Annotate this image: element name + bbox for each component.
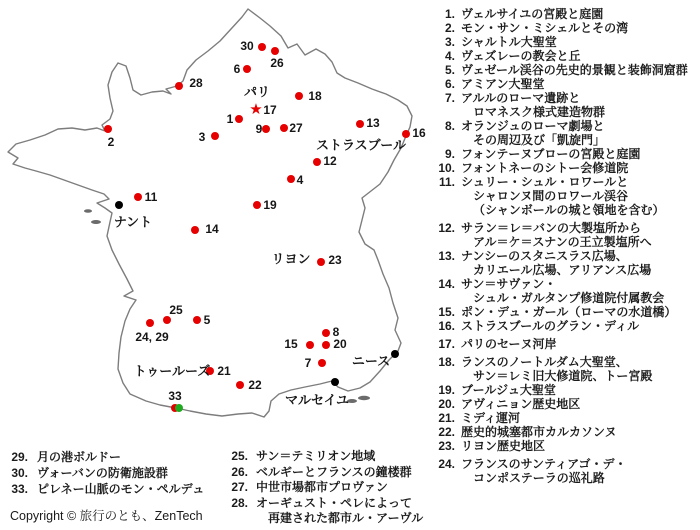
legend-item — [431, 221, 699, 249]
site-number-label: 19 — [263, 198, 277, 212]
legend-item-line: オランジュのローマ劇場と — [461, 119, 605, 133]
legend-item-line: ミディ運河 — [461, 411, 521, 425]
legend-right — [431, 7, 699, 485]
legend-item-number: 18. — [438, 355, 455, 369]
legend-item-text — [461, 355, 699, 383]
legend-item — [431, 383, 699, 397]
city-label: パリ — [243, 84, 271, 100]
legend-item-number: 26. — [231, 464, 248, 479]
site-dot — [191, 226, 199, 234]
legend-item — [431, 161, 699, 175]
site-dot — [306, 341, 314, 349]
legend-item-number: 16. — [438, 319, 455, 333]
site-number-label: 30 — [240, 39, 254, 53]
legend-item-line: シュリー・シュル・ロワールと — [461, 175, 629, 189]
site-dot — [313, 158, 321, 166]
site-number-label: 4 — [296, 173, 304, 187]
legend-item-number: 8. — [444, 119, 455, 133]
site-number-label: 11 — [144, 190, 158, 204]
legend-item-line: 再建された都市ル・アーヴル — [268, 511, 424, 525]
city-dot — [391, 350, 399, 358]
legend-item-line: カリエール広場、アリアンス広場 — [473, 263, 652, 277]
site-dot — [243, 65, 251, 73]
legend-item-line: シャルトル大聖堂 — [461, 35, 557, 49]
legend-item-line: ヴェゼール渓谷の先史的景観と装飾洞窟群 — [461, 63, 688, 77]
legend-item-text — [461, 337, 699, 351]
legend-item — [431, 7, 699, 21]
legend-item-line: ヴェルサイユの宮殿と庭園 — [461, 7, 604, 21]
city-label: ナント — [113, 214, 153, 230]
legend-item-number: 27. — [231, 480, 248, 494]
paris-star-marker: ★ — [249, 100, 263, 118]
legend-item-line: モン・サン・ミシェルとその湾 — [461, 21, 629, 35]
site-number-label: 1 — [226, 112, 234, 126]
legend-item-number: 29. — [11, 450, 28, 464]
legend-item-line: ヴォーバンの防衛施設群 — [37, 466, 168, 480]
legend-item-text — [461, 249, 699, 277]
site-dot — [146, 319, 154, 327]
legend-item-text — [256, 465, 452, 481]
legend-item-number: 7. — [444, 91, 455, 105]
legend-item-text — [461, 175, 699, 217]
site-number-label: 5 — [203, 313, 211, 327]
city-label: ストラスブール — [316, 137, 406, 153]
legend-item-text — [461, 49, 699, 63]
legend-item-number: 33. — [11, 482, 28, 496]
legend-item-number: 14. — [438, 277, 455, 291]
legend-item-text — [461, 91, 699, 119]
legend-item-line: アヴィニョン歴史地区 — [461, 397, 581, 411]
site-number-label: 14 — [205, 222, 219, 236]
legend-item — [431, 439, 699, 453]
legend-item-line: アルルのローマ遺跡と — [461, 91, 581, 105]
site-dot — [253, 201, 261, 209]
legend-item — [431, 63, 699, 77]
legend-item — [431, 21, 699, 35]
legend-item-line: ポン・デュ・ガール（ローマの水道橋） — [461, 305, 677, 319]
legend-item-number: 6. — [444, 77, 455, 91]
legend-item-line: フォントネーのシトー会修道院 — [461, 161, 629, 175]
legend-item-number: 17. — [438, 337, 455, 351]
site-number-label: 24, 29 — [135, 330, 169, 344]
legend-item-line: サン＝サヴァン・ — [461, 277, 557, 291]
legend-item-line: その周辺及び「凱旋門」 — [473, 133, 606, 147]
legend-item-text — [461, 439, 699, 453]
site-number-label: 20 — [333, 337, 347, 351]
legend-item-number: 9. — [444, 147, 455, 161]
legend-item-line: 中世市場都市プロヴァン — [256, 480, 388, 494]
legend-item-text — [461, 383, 699, 397]
legend-item-line: フランスのサンティアゴ・デ・ — [461, 457, 627, 471]
legend-item-line: シュル・ガルタンプ修道院付属教会 — [473, 291, 665, 305]
site-dot — [163, 316, 171, 324]
legend-item-line: アミアン大聖堂 — [461, 77, 545, 91]
legend-item — [431, 411, 699, 425]
legend-item-line: 月の港ボルドー — [37, 450, 122, 464]
legend-item-number: 1. — [444, 7, 455, 21]
site-number-label: 28 — [189, 76, 203, 90]
legend-item — [431, 91, 699, 119]
legend-item — [431, 277, 699, 305]
site-dot — [235, 115, 243, 123]
legend-item-text — [37, 465, 204, 481]
site-dot — [295, 92, 303, 100]
legend-item — [6, 465, 204, 481]
legend-item-line: フォンテーヌブローの宮殿と庭園 — [461, 147, 641, 161]
legend-item — [202, 480, 452, 496]
legend-item-number: 4. — [444, 49, 455, 63]
legend-item-text — [37, 449, 204, 465]
legend-item-text — [461, 63, 699, 77]
site-number-label: 21 — [217, 364, 231, 378]
legend-item-text — [461, 397, 699, 411]
legend-item-number: 13. — [438, 249, 455, 263]
site-number-label: 16 — [412, 126, 426, 140]
site-dot — [104, 125, 112, 133]
legend-item — [6, 481, 204, 497]
legend-item-line: ロマネスク様式建造物群 — [473, 105, 606, 119]
legend-item-line: ピレネー山脈のモン・ペルデュ — [37, 482, 205, 496]
city-dot — [115, 201, 123, 209]
legend-item-number: 3. — [444, 35, 455, 49]
legend-item-line: サン＝テミリオン地域 — [256, 449, 376, 463]
legend-item-line: サラン＝レ＝バンの大製塩所から — [461, 221, 642, 235]
legend-item-text — [461, 35, 699, 49]
legend-item — [202, 496, 452, 527]
legend-item-text — [461, 161, 699, 175]
legend-item — [202, 465, 452, 481]
legend-item-text — [461, 119, 699, 147]
legend-item-line: オーギュスト・ペレによって — [256, 495, 413, 510]
legend-southwest — [6, 449, 204, 497]
legend-item — [202, 449, 452, 465]
legend-item-number: 25. — [231, 449, 248, 463]
site-number-label: 2 — [107, 135, 115, 149]
site-number-label: 6 — [233, 62, 241, 76]
site-number-label: 13 — [366, 116, 380, 130]
legend-item-text — [461, 221, 699, 249]
legend-item — [431, 319, 699, 333]
site-dot — [356, 120, 364, 128]
legend-item-number: 24. — [438, 457, 455, 471]
site-dot — [322, 341, 330, 349]
legend-item — [431, 425, 699, 439]
legend-item-text — [256, 449, 452, 465]
legend-item — [431, 457, 699, 485]
legend-item-number: 15. — [438, 305, 455, 319]
legend-item-line: ベルギーとフランスの鐘楼群 — [256, 464, 412, 479]
site-dot — [134, 193, 142, 201]
site-number-label: 15 — [284, 337, 298, 351]
site-number-label: 23 — [328, 253, 342, 267]
city-label: マルセイユ — [284, 392, 350, 408]
legend-item-text — [461, 147, 699, 161]
site-number-label: 26 — [270, 56, 284, 70]
site-dot — [287, 175, 295, 183]
legend-item — [431, 49, 699, 63]
site-dot — [211, 132, 219, 140]
legend-item-line: ストラスブールのグラン・ディル — [461, 319, 640, 333]
legend-item-number: 19. — [438, 383, 455, 397]
copyright-text: Copyright © 旅行のとも、ZenTech — [10, 509, 203, 523]
legend-item — [431, 35, 699, 49]
legend-item — [431, 119, 699, 147]
site-dot — [258, 43, 266, 51]
legend-item-text — [461, 457, 699, 485]
legend-item-number: 11. — [438, 175, 455, 189]
site-dot-green — [175, 404, 183, 412]
site-number-label: 7 — [304, 356, 312, 370]
site-dot — [175, 82, 183, 90]
site-number-label: 22 — [248, 378, 262, 392]
site-dot — [236, 381, 244, 389]
city-label: リヨン — [271, 251, 311, 267]
site-number-label: 27 — [289, 121, 303, 135]
legend-item-line: コンポステーラの巡礼路 — [473, 471, 605, 485]
site-dot — [280, 124, 288, 132]
legend-item-number: 22. — [438, 425, 455, 439]
legend-item-line: パリのセーヌ河岸 — [461, 337, 557, 351]
site-number-label: 9 — [255, 122, 263, 136]
legend-item — [431, 249, 699, 277]
legend-item — [431, 305, 699, 319]
site-number-label: 8 — [332, 325, 340, 339]
site-number-label: 12 — [323, 154, 337, 168]
site-number-label: 17 — [263, 103, 277, 117]
legend-item — [431, 77, 699, 91]
legend-item-text — [461, 21, 699, 35]
legend-item-text — [256, 480, 452, 496]
site-number-label: 33 — [168, 389, 182, 403]
legend-item-text — [461, 7, 699, 21]
legend-item-number: 10. — [438, 161, 455, 175]
legend-item-number: 5. — [444, 63, 455, 77]
legend-item-number: 28. — [231, 495, 248, 510]
legend-item — [431, 147, 699, 161]
legend-item-text — [461, 425, 699, 439]
legend-item-line: ブールジュ大聖堂 — [461, 383, 556, 397]
legend-item-line: （シャンボールの城と領地を含む） — [473, 203, 665, 217]
city-label: トゥールーズ — [133, 363, 211, 379]
legend-item-number: 21. — [438, 411, 455, 425]
legend-item-number: 12. — [438, 221, 455, 235]
site-number-label: 25 — [169, 303, 183, 317]
legend-item-text — [461, 305, 699, 319]
site-dot — [271, 47, 279, 55]
legend-south — [202, 449, 452, 527]
legend-item-line: 歴史的城塞都市カルカソンヌ — [461, 425, 617, 439]
site-dot — [262, 125, 270, 133]
legend-item — [6, 449, 204, 465]
site-dot — [193, 316, 201, 324]
legend-item-number: 30. — [11, 466, 28, 480]
site-dot — [317, 258, 325, 266]
legend-item — [431, 355, 699, 383]
city-label: ニース — [351, 353, 391, 369]
legend-item-line: リヨン歴史地区 — [461, 439, 546, 453]
legend-item-number: 23. — [438, 439, 455, 453]
legend-item-line: ヴェズレーの教会と丘 — [461, 49, 581, 63]
legend-item-text — [461, 277, 699, 305]
legend-item-line: ランスのノートルダム大聖堂、 — [461, 355, 628, 369]
legend-item-line: サン＝レミ旧大修道院、トー宮殿 — [473, 369, 653, 383]
legend-item — [431, 397, 699, 411]
legend-item-line: ナンシーのスタニスラス広場、 — [461, 249, 628, 263]
site-dot — [318, 359, 326, 367]
legend-item-text — [461, 319, 699, 333]
site-number-label: 18 — [308, 89, 322, 103]
site-number-label: 3 — [198, 130, 206, 144]
legend-item-line: アル＝ケ＝スナンの王立製塩所へ — [473, 235, 652, 249]
legend-item-text — [256, 496, 452, 527]
legend-item — [431, 175, 699, 217]
legend-item-text — [37, 481, 204, 497]
legend-item-number: 2. — [444, 21, 455, 35]
city-dot — [331, 378, 339, 386]
legend-item-text — [461, 411, 699, 425]
legend-item — [431, 337, 699, 351]
legend-item-line: シャロンヌ間のロワール渓谷 — [473, 189, 629, 203]
site-dot — [322, 329, 330, 337]
legend-item-text — [461, 77, 699, 91]
legend-item-number: 20. — [438, 397, 455, 411]
